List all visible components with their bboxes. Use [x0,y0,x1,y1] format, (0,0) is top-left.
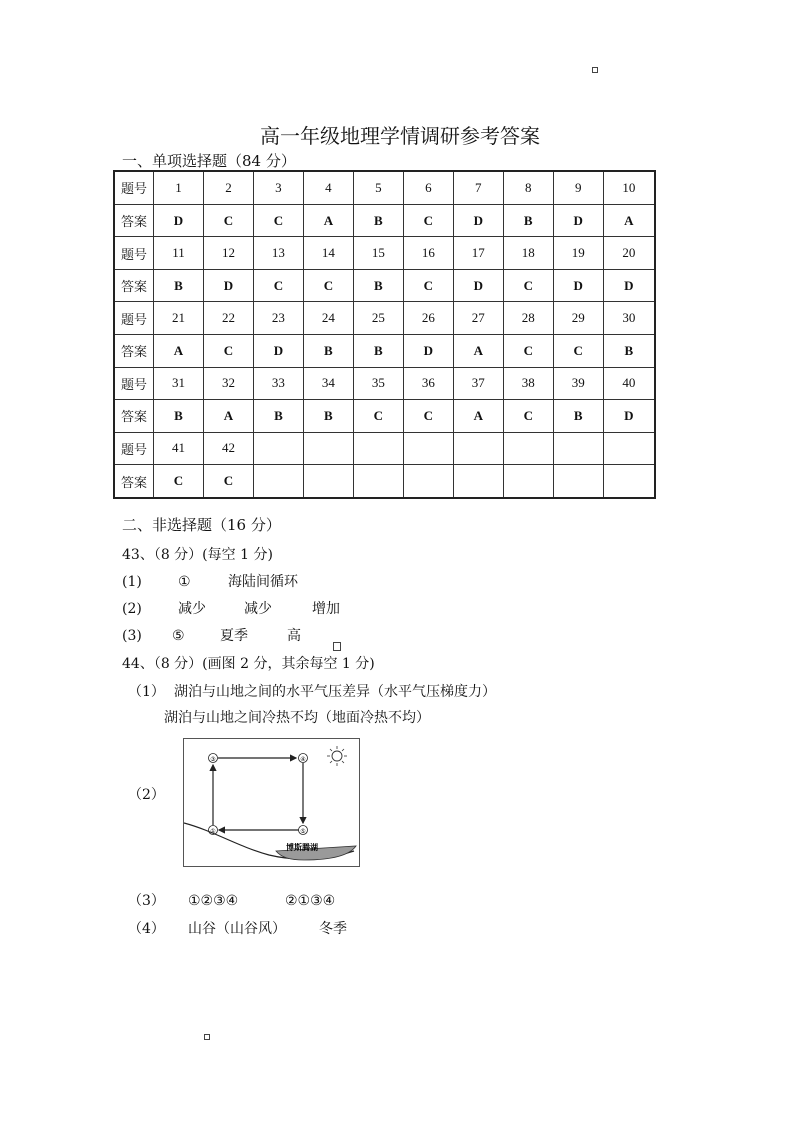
q43-3-a: ⑤ [172,628,185,644]
question-number-row [114,367,655,400]
question-number-cell: 1 [154,171,204,204]
answer-cell: B [353,334,403,367]
question-number-cell [253,432,303,465]
answer-cell: B [603,334,655,367]
answer-cell [453,465,503,498]
question-number-cell: 38 [503,367,553,400]
answer-cell: A [453,400,503,433]
answer-cell: C [403,204,453,237]
q44-3-a: ①②③④ [188,893,239,909]
answer-cell: D [253,334,303,367]
q44-answer-1 [128,681,496,701]
question-number-cell [453,432,503,465]
q44-3-b: ②①③④ [285,893,336,909]
question-number-cell: 28 [503,302,553,335]
q43-3-num: (3) [122,628,142,644]
row-header-question: 题号 [114,432,154,465]
answer-cell [353,465,403,498]
question-number-cell: 40 [603,367,655,400]
q44-3-num: （3） [128,893,165,909]
answer-cell: D [453,269,503,302]
q44-answer-4 [128,918,347,938]
question-number-cell [303,432,353,465]
q43-1-a: ① [178,574,191,590]
answer-cell [503,465,553,498]
answer-cell: C [403,400,453,433]
q43-1-b: 海陆间循环 [228,574,298,590]
q43-2-b: 减少 [244,601,272,617]
page-marker-bottom [204,1034,210,1040]
point-label: ④ [300,756,306,763]
question-number-cell: 15 [353,237,403,270]
point-label: ③ [210,756,216,763]
answer-cell: C [403,269,453,302]
question-number-cell: 26 [403,302,453,335]
answer-cell: A [154,334,204,367]
answer-cell: C [203,204,253,237]
question-number-cell: 2 [203,171,253,204]
answer-row [114,400,655,433]
question-number-cell: 23 [253,302,303,335]
answer-cell [253,465,303,498]
question-number-cell: 31 [154,367,204,400]
q44-4-num: （4） [128,921,165,937]
answer-cell: C [253,269,303,302]
row-header-question: 题号 [114,302,154,335]
page-marker-mid [333,642,341,651]
question-number-row [114,432,655,465]
answer-cell: B [553,400,603,433]
question-number-cell: 36 [403,367,453,400]
q43-answer-2 [122,598,340,618]
answer-table [113,170,656,499]
question-number-cell: 17 [453,237,503,270]
question-number-cell: 20 [603,237,655,270]
question-number-cell: 5 [353,171,403,204]
circulation-diagram [183,738,360,867]
answer-cell: C [253,204,303,237]
answer-cell: A [203,400,253,433]
question-number-cell: 3 [253,171,303,204]
row-header-answer: 答案 [114,334,154,367]
page-title: 高一年级地理学情调研参考答案 [260,124,540,148]
answer-cell: C [503,334,553,367]
q43-2-num: (2) [122,601,142,617]
answer-cell [403,465,453,498]
answer-cell: B [253,400,303,433]
answer-cell: D [603,269,655,302]
row-header-answer: 答案 [114,465,154,498]
question-number-cell: 4 [303,171,353,204]
q43-answer-1 [122,571,298,591]
answer-cell: C [353,400,403,433]
question-number-cell: 9 [553,171,603,204]
answer-cell: D [553,204,603,237]
question-number-row [114,237,655,270]
answer-cell: B [303,400,353,433]
q44-1-text: 湖泊与山地之间的水平气压差异（水平气压梯度力） [174,684,496,700]
page-marker-top [592,67,598,73]
q44-answer-3 [128,890,335,910]
point-label: ① [210,828,216,835]
row-header-answer: 答案 [114,400,154,433]
question-number-cell: 37 [453,367,503,400]
answer-cell [303,465,353,498]
question-number-cell: 11 [154,237,204,270]
q43-2-a: 减少 [178,601,206,617]
answer-cell [553,465,603,498]
answer-cell: D [603,400,655,433]
answer-cell: B [154,269,204,302]
question-number-cell: 21 [154,302,204,335]
q44-4-a: 山谷（山谷风） [188,921,286,937]
question-number-cell: 19 [553,237,603,270]
question-number-cell: 30 [603,302,655,335]
answer-cell: D [553,269,603,302]
answer-cell: B [503,204,553,237]
q43-header: 43、（8 分）(每空 1 分) [122,547,273,563]
q43-2-c: 增加 [312,601,340,617]
answer-cell [603,465,655,498]
question-number-cell: 6 [403,171,453,204]
answer-row [114,204,655,237]
q44-1-num: （1） [128,684,165,700]
q43-3-c: 高 [287,628,301,644]
answer-cell: D [453,204,503,237]
answer-cell: A [603,204,655,237]
answer-cell: B [154,400,204,433]
q44-4-b: 冬季 [319,921,347,937]
question-number-row [114,171,655,204]
question-number-cell: 41 [154,432,204,465]
row-header-question: 题号 [114,367,154,400]
question-number-cell: 34 [303,367,353,400]
section1-heading: 一、单项选择题（84 分） [122,152,296,170]
answer-cell: C [203,465,253,498]
answer-cell: C [203,334,253,367]
question-number-cell [353,432,403,465]
q43-answer-3 [122,625,301,645]
question-number-cell [403,432,453,465]
question-number-cell: 22 [203,302,253,335]
answer-cell: D [403,334,453,367]
row-header-question: 题号 [114,237,154,270]
question-number-row [114,302,655,335]
answer-cell: A [453,334,503,367]
question-number-cell: 42 [203,432,253,465]
row-header-answer: 答案 [114,269,154,302]
answer-cell: B [303,334,353,367]
question-number-cell [603,432,655,465]
question-number-cell [553,432,603,465]
question-number-cell: 16 [403,237,453,270]
question-number-cell: 14 [303,237,353,270]
question-number-cell: 29 [553,302,603,335]
lake-label: 博斯腾湖 [286,843,318,852]
question-number-cell: 18 [503,237,553,270]
question-number-cell: 10 [603,171,655,204]
q43-1-num: (1) [122,574,142,590]
answer-cell: C [503,400,553,433]
question-number-cell: 27 [453,302,503,335]
answer-row [114,334,655,367]
question-number-cell: 24 [303,302,353,335]
question-number-cell: 12 [203,237,253,270]
question-number-cell: 35 [353,367,403,400]
answer-cell: B [353,269,403,302]
question-number-cell: 32 [203,367,253,400]
answer-cell: C [553,334,603,367]
q44-2-num: （2） [128,787,165,803]
row-header-question: 题号 [114,171,154,204]
question-number-cell: 33 [253,367,303,400]
question-number-cell: 13 [253,237,303,270]
answer-cell: A [303,204,353,237]
answer-cell: C [303,269,353,302]
question-number-cell: 8 [503,171,553,204]
point-label: ⑤ [300,828,306,835]
question-number-cell: 25 [353,302,403,335]
answer-row [114,269,655,302]
question-number-cell: 7 [453,171,503,204]
q44-header: 44、（8 分）(画图 2 分，其余每空 1 分) [122,656,375,672]
row-header-answer: 答案 [114,204,154,237]
answer-cell: D [154,204,204,237]
answer-cell: C [503,269,553,302]
answer-cell: D [203,269,253,302]
answer-row [114,465,655,498]
answer-cell: C [154,465,204,498]
question-number-cell [503,432,553,465]
section2-heading: 二、非选择题（16 分） [122,516,281,534]
sun-icon [327,746,347,766]
answer-cell: B [353,204,403,237]
q44-answer-1b: 湖泊与山地之间冷热不均（地面冷热不均） [164,710,430,726]
q43-3-b: 夏季 [220,628,248,644]
question-number-cell: 39 [553,367,603,400]
